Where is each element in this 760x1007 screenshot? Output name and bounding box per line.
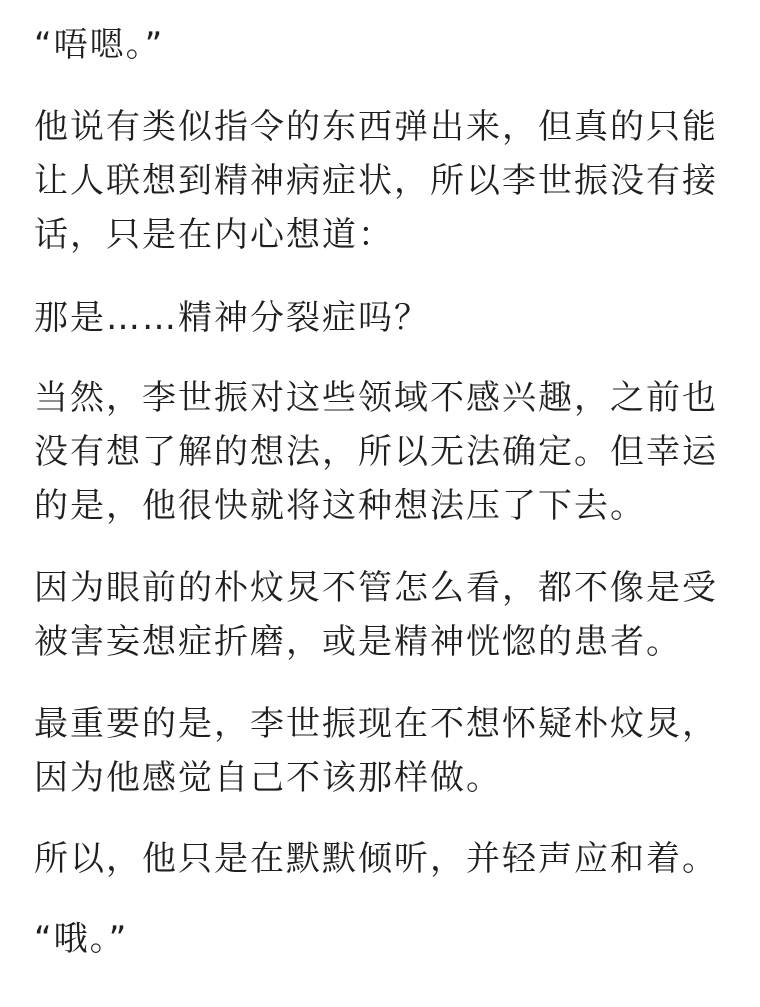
text-line: “唔嗯。” xyxy=(34,25,165,65)
text-line: 因为眼前的朴炆炅不管怎么看，都不像是受 xyxy=(34,568,718,608)
text-line: 最重要的是，李世振现在不想怀疑朴炆炅， xyxy=(34,704,718,744)
paragraph-1 xyxy=(34,18,734,72)
text-line: 的是，他很快就将这种想法压了下去。 xyxy=(34,486,646,526)
text-line: 他说有类似指令的东西弹出来，但真的只能 xyxy=(34,107,718,147)
text-line: 被害妄想症折磨，或是精神恍惚的患者。 xyxy=(34,622,682,662)
paragraph-8 xyxy=(34,912,734,966)
paragraph-7 xyxy=(34,832,734,886)
text-line: 话，只是在内心想道： xyxy=(34,215,394,255)
paragraph-2 xyxy=(34,100,734,262)
paragraph-4 xyxy=(34,371,734,533)
text-line: 那是……精神分裂症吗？ xyxy=(34,298,430,338)
paragraph-6 xyxy=(34,697,734,805)
text-line: “哦。” xyxy=(34,919,129,959)
text-line: 因为他感觉自己不该那样做。 xyxy=(34,758,502,798)
text-line: 当然，李世振对这些领域不感兴趣，之前也 xyxy=(34,378,718,418)
text-line: 所以，他只是在默默倾听，并轻声应和着。 xyxy=(34,839,718,879)
text-line: 让人联想到精神病症状，所以李世振没有接 xyxy=(34,161,718,201)
paragraph-3 xyxy=(34,291,734,345)
text-line: 没有想了解的想法，所以无法确定。但幸运 xyxy=(34,432,718,472)
paragraph-5 xyxy=(34,561,734,669)
